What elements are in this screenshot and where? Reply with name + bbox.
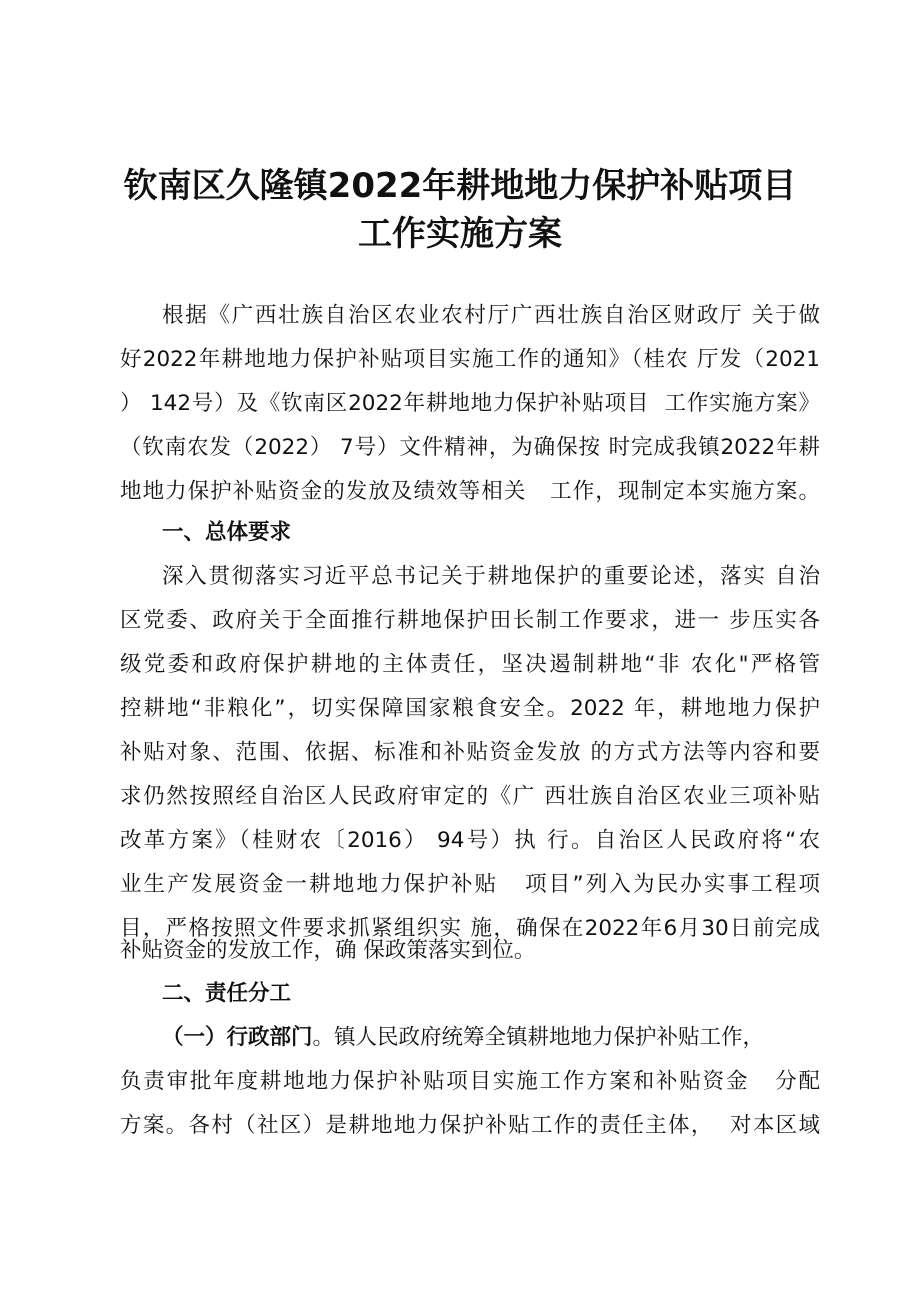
section-heading-responsibilities: 二、责任分工 <box>162 981 292 1006</box>
paragraph-2-line: 深入贯彻落实习近平总书记关于耕地保护的重要论述，落实 自治 <box>162 564 820 589</box>
paragraph-2-line: 求仍然按照经自治区人民政府审定的《广 西壮族自治区农业三项补贴 <box>120 784 820 809</box>
paragraph-3-lead-rest: 。镇人民政府统筹全镇耕地地力保护补贴工作， <box>312 1025 765 1050</box>
document-title-line-1: 钦南区久隆镇2022年耕地地力保护补贴项目 <box>123 166 797 206</box>
section-heading-general-requirements: 一、总体要求 <box>162 520 292 545</box>
paragraph-1-line: 好2022年耕地地力保护补贴项目实施工作的通知》（桂农 厅发（2021 <box>120 347 820 372</box>
paragraph-2-line: 级党委和政府保护耕地的主体责任，坚决遏制耕地“非 农化"严格管 <box>120 652 820 677</box>
paragraph-2-line: 区党委、政府关于全面推行耕地保护田长制工作要求，进一 步压实各 <box>120 608 820 633</box>
paragraph-1-line: ） 142号）及《钦南区2022年耕地地力保护补贴项目 工作实施方案》 <box>120 391 820 416</box>
paragraph-3-line: 负责审批年度耕地地力保护补贴项目实施工作方案和补贴资金 分配 <box>120 1069 820 1094</box>
paragraph-2-line: 补贴对象、范围、依据、标准和补贴资金发放 的方式方法等内容和要 <box>120 740 820 765</box>
paragraph-1-line: 根据《广西壮族自治区农业农村厅广西壮族自治区财政厅 关于做 <box>162 303 820 328</box>
paragraph-1-line: （钦南农发（2022） 7号）文件精神，为确保按 时完成我镇2022年耕 <box>120 435 820 460</box>
document-title-line-2: 工作实施方案 <box>358 214 562 254</box>
administrative-department-lead: （一）行政部门 <box>162 1025 313 1050</box>
paragraph-2-line: 业生产发展资金一耕地地力保护补贴 项目”列入为民办实事工程项 <box>120 872 820 897</box>
paragraph-2-line: 改革方案》（桂财农〔2016） 94号）执 行。自治区人民政府将“农 <box>120 828 820 853</box>
paragraph-2-line-last: 补贴资金的发放工作，确 保政策落实到位。 <box>120 938 536 963</box>
paragraph-2-line: 目，严格按照文件要求抓紧组织实 施，确保在2022年6月30日前完成 <box>120 916 820 941</box>
paragraph-1-line: 地地力保护补贴资金的发放及绩效等相关 工作，现制定本实施方案。 <box>120 479 820 504</box>
paragraph-3-first-line <box>162 1023 820 1053</box>
paragraph-3-line: 方案。各村（社区）是耕地地力保护补贴工作的责任主体， 对本区域 <box>120 1113 820 1138</box>
paragraph-2-line: 控耕地“非粮化”，切实保障国家粮食安全。2022 年，耕地地力保护 <box>120 696 820 721</box>
